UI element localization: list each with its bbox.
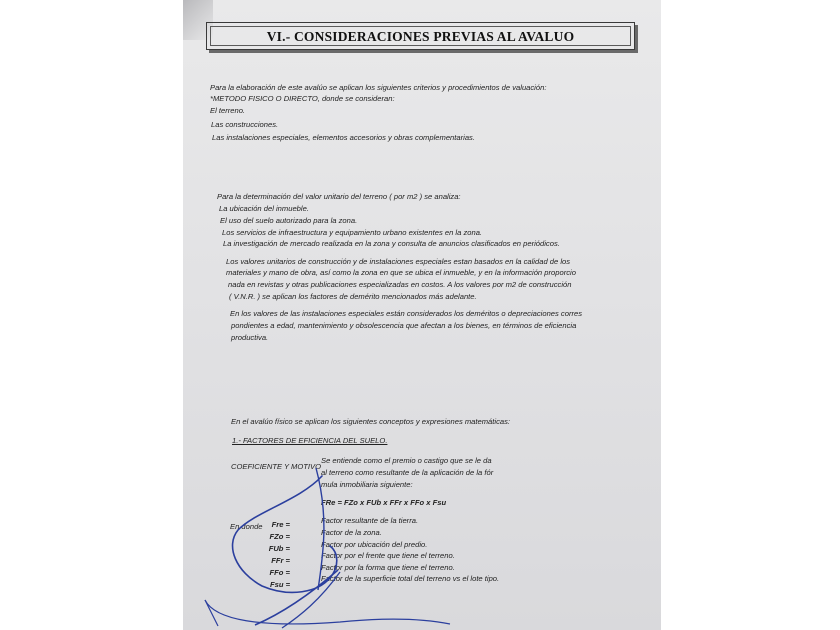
factor-desc: Factor por la forma que tiene el terreno. — [321, 563, 455, 572]
terreno-line: La ubicación del inmueble. — [219, 204, 309, 213]
document-page — [183, 0, 661, 630]
factor-desc: Factor de la superficie total del terreno vs el lote tipo. — [321, 574, 500, 583]
factor-var: Fre = — [271, 520, 290, 529]
factor-var: FFr = — [271, 556, 290, 565]
intro-line: Las instalaciones especiales, elementos accesorios y obras complementarias. — [212, 133, 475, 142]
valores-line: nada en revistas y otras publicaciones especializadas en costos. A los valores por m2 de construcción — [228, 280, 572, 289]
coef-text-line: Se entiende como el premio o castigo que se le da — [321, 456, 492, 465]
coef-text-line: mula inmobiliaria siguiente: — [321, 480, 413, 489]
valores-line: ( V.N.R. ) se aplican los factores de demérito mencionados más adelante. — [229, 292, 477, 301]
terreno-line: El uso del suelo autorizado para la zona. — [220, 216, 358, 225]
section-title: VI.- CONSIDERACIONES PREVIAS AL AVALUO — [210, 26, 631, 46]
factor-desc: Factor por ubicación del predio. — [321, 540, 428, 549]
intro-line: *METODO FISICO O DIRECTO, donde se consideran: — [210, 94, 395, 103]
instalaciones-line: En los valores de las instalaciones especiales están considerados los deméritos o depreciaciones corres — [230, 309, 583, 318]
intro-line: Para la elaboración de este avalúo se aplican los siguientes criterios y procedimientos de valuación: — [210, 83, 547, 92]
terreno-line: La investigación de mercado realizada en la zona y consulta de anuncios clasificados en periódicos. — [223, 239, 560, 248]
factor-desc: Factor de la zona. — [321, 528, 382, 537]
avaluo-fisico-line: En el avalúo físico se aplican los siguientes conceptos y expresiones matemáticas: — [231, 417, 511, 426]
formula: FRe = FZo x FUb x FFr x FFo x Fsu — [321, 498, 447, 507]
coef-text-line: al terreno como resultante de la aplicación de la fór — [321, 468, 494, 477]
factor-var: FZo = — [269, 532, 290, 541]
factor-var: FFo = — [269, 568, 290, 577]
section-heading: 1.- FACTORES DE EFICIENCIA DEL SUELO. — [232, 436, 388, 445]
coef-label: COEFICIENTE Y MOTIVO — [231, 462, 322, 471]
factor-desc: Factor por el frente que tiene el terreno. — [321, 551, 455, 560]
intro-line: Las construcciones. — [211, 120, 279, 129]
factor-var: FUb = — [268, 544, 290, 553]
factor-var: Fsu = — [269, 580, 290, 589]
instalaciones-line: productiva. — [231, 333, 269, 342]
valores-line: materiales y mano de obra, así como la zona en que se ubica el inmueble, y en la información proporcio — [226, 268, 576, 277]
instalaciones-line: pondientes a edad, mantenimiento y obsolescencia que afectan a los bienes, en términos de eficiencia — [231, 321, 577, 330]
en-donde-label: En donde — [230, 522, 263, 531]
valores-line: Los valores unitarios de construcción y de instalaciones especiales estan basados en la calidad de los — [226, 257, 571, 266]
terreno-line: Los servicios de infraestructura y equipamiento urbano existentes en la zona. — [222, 228, 483, 237]
intro-line: El terreno. — [210, 106, 246, 115]
factor-desc: Factor resultante de la tierra. — [321, 516, 419, 525]
section-title-box — [206, 22, 635, 50]
terreno-line: Para la determinación del valor unitario del terreno ( por m2 ) se analiza: — [217, 192, 461, 201]
